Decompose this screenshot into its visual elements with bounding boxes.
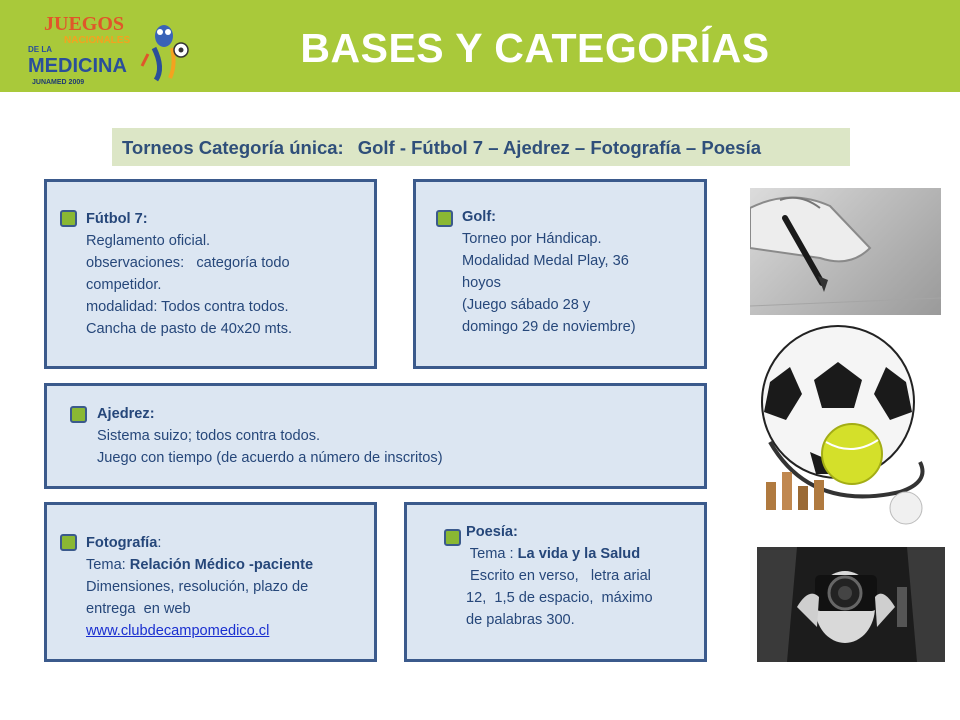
ajedrez-heading: Ajedrez: bbox=[97, 406, 155, 422]
bullet-square-icon bbox=[70, 406, 87, 423]
poesia-line: Escrito en verso, letra arial bbox=[466, 568, 651, 584]
page-title: BASES Y CATEGORÍAS bbox=[300, 25, 770, 71]
golf-line: Torneo por Hándicap. bbox=[462, 231, 602, 247]
golf-line: hoyos bbox=[462, 275, 501, 291]
golf-line: domingo 29 de noviembre) bbox=[462, 319, 636, 335]
bullet-square-icon bbox=[60, 534, 77, 551]
fotografia-line: Dimensiones, resolución, plazo de bbox=[86, 579, 309, 595]
golf-line: Modalidad Medal Play, 36 bbox=[462, 253, 629, 269]
golf-line: (Juego sábado 28 y bbox=[462, 297, 591, 313]
logo-line2: NACIONALES bbox=[64, 35, 131, 46]
bullet-square-icon bbox=[444, 529, 461, 546]
club-website-link[interactable]: www.clubdecampomedico.cl bbox=[86, 623, 270, 639]
bullet-square-icon bbox=[436, 210, 453, 227]
golf-text bbox=[462, 206, 636, 338]
categories-banner bbox=[112, 128, 850, 166]
logo-line4: MEDICINA bbox=[28, 55, 127, 77]
fotografia-tema-label: Tema: bbox=[86, 557, 130, 573]
bullet-square-icon bbox=[60, 210, 77, 227]
poesia-text bbox=[466, 521, 653, 631]
logo-line3: DE LA bbox=[28, 45, 52, 54]
fotografia-heading: Fotografía bbox=[86, 535, 158, 551]
futbol-line: modalidad: Todos contra todos. bbox=[86, 299, 289, 315]
ajedrez-line: Juego con tiempo (de acuerdo a número de inscritos) bbox=[97, 450, 443, 466]
fotografia-colon: : bbox=[157, 535, 162, 551]
poesia-line: 12, 1,5 de espacio, máximo bbox=[466, 590, 653, 606]
logo-line5: JUNAMED 2009 bbox=[32, 79, 85, 86]
fotografia-box bbox=[44, 502, 377, 662]
futbol-line: competidor. bbox=[86, 277, 162, 293]
futbol-line: observaciones: categoría todo bbox=[86, 255, 290, 271]
poesia-heading: Poesía: bbox=[466, 524, 518, 540]
ajedrez-text bbox=[97, 403, 443, 469]
golf-box bbox=[413, 179, 707, 369]
banner-label: Torneos Categoría única: bbox=[122, 137, 344, 158]
writing-hand-photo bbox=[750, 188, 941, 315]
poesia-line: de palabras 300. bbox=[466, 612, 575, 628]
poesia-box bbox=[404, 502, 707, 662]
futbol-heading: Fútbol 7: bbox=[86, 211, 148, 227]
ajedrez-box bbox=[44, 383, 707, 489]
sports-equipment-photo bbox=[750, 322, 936, 526]
futbol-line: Cancha de pasto de 40x20 mts. bbox=[86, 321, 293, 337]
fotografia-line: entrega en web bbox=[86, 601, 191, 617]
fotografia-tema-value: Relación Médico -paciente bbox=[129, 557, 314, 573]
ajedrez-line: Sistema suizo; todos contra todos. bbox=[97, 428, 321, 444]
futbol-box bbox=[44, 179, 377, 369]
fotografia-text bbox=[86, 532, 313, 642]
poesia-tema-value: La vida y la Salud bbox=[517, 546, 641, 562]
futbol-text bbox=[86, 208, 292, 340]
futbol-line: Reglamento oficial. bbox=[86, 233, 211, 249]
banner-sports: Golf - Fútbol 7 – Ajedrez – Fotografía – Poesía bbox=[357, 137, 761, 158]
golf-heading: Golf: bbox=[462, 209, 497, 225]
poesia-tema-label: Tema : bbox=[466, 546, 518, 562]
photographer-photo bbox=[757, 547, 945, 662]
logo-line1: JUEGOS bbox=[44, 13, 125, 35]
header-bar bbox=[0, 0, 960, 92]
